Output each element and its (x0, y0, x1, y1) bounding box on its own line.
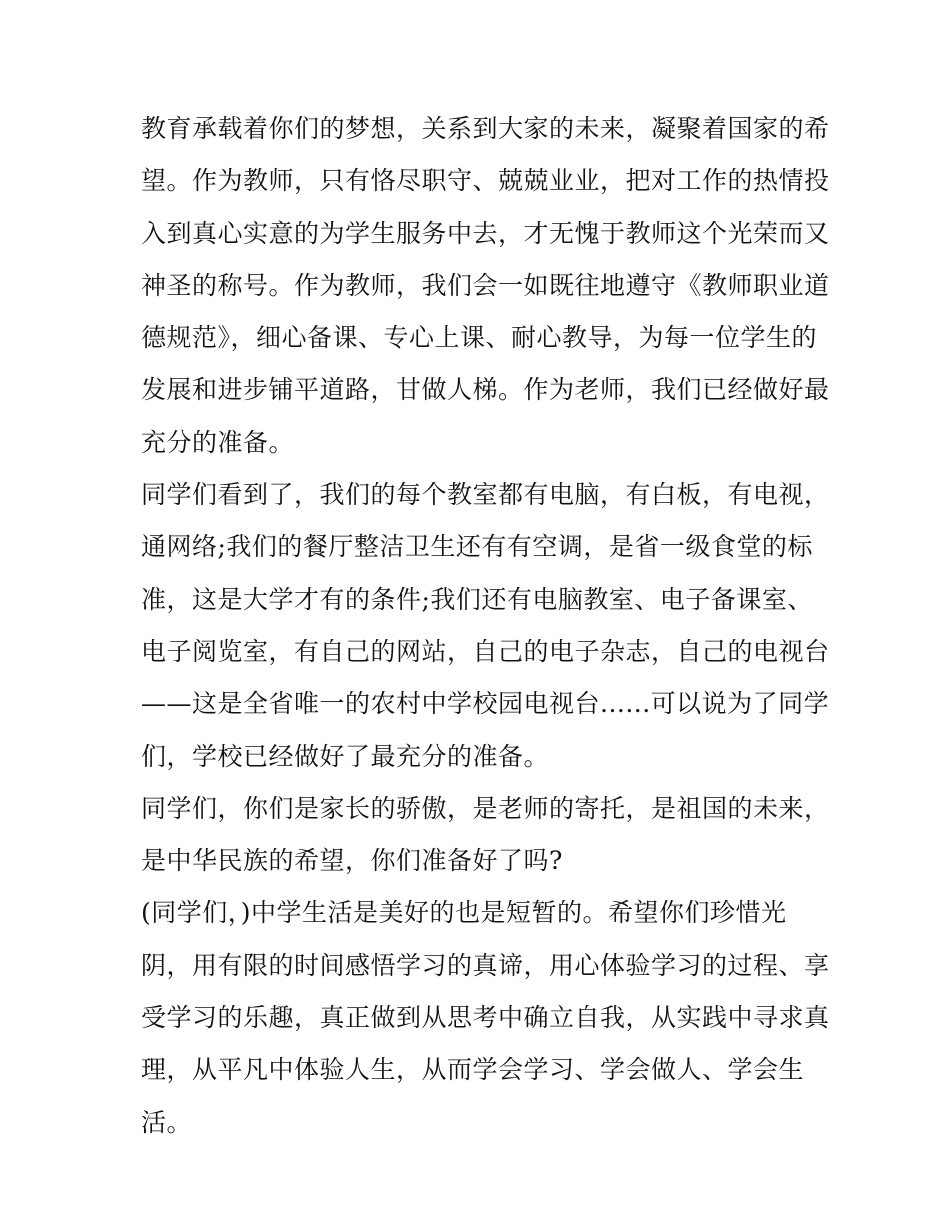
text-line: 同学们，你们是家长的骄傲，是老师的寄托，是祖国的未来， (141, 793, 830, 823)
text-line: 活。 (141, 1107, 193, 1137)
text-line: 发展和进步铺平道路，甘做人梯。作为老师，我们已经做好最 (141, 375, 830, 405)
text-line: 德规范》，细心备课、专心上课、耐心教导，为每一位学生的 (141, 323, 818, 353)
paragraph-3 (141, 783, 830, 888)
text-line: 电子阅览室，有自己的网站，自己的电子杂志，自己的电视台 (141, 636, 830, 666)
text-line: 理，从平凡中体验人生，从而学会学习、学会做人、学会生 (141, 1055, 805, 1085)
text-line: 阴，用有限的时间感悟学习的真谛，用心体验学习的过程、享 (141, 950, 830, 980)
text-line: 同学们看到了，我们的每个教室都有电脑，有白板，有电视， (141, 480, 830, 510)
text-line: 受学习的乐趣，真正做到从思考中确立自我，从实践中寻求真 (141, 1003, 830, 1033)
text-line: 是中华民族的希望，你们准备好了吗? (141, 846, 563, 876)
paragraph-4 (141, 887, 830, 1148)
text-line: 望。作为教师，只有恪尽职守、兢兢业业，把对工作的热情投 (141, 166, 830, 196)
paragraph-1 (141, 103, 830, 469)
document-body (141, 103, 830, 1149)
paragraph-2 (141, 469, 830, 783)
text-line: 们，学校已经做好了最充分的准备。 (141, 741, 550, 771)
text-line: ——这是全省唯一的农村中学校园电视台......可以说为了同学 (141, 689, 830, 719)
text-line: (同学们，)中学生活是美好的也是短暂的。希望你们珍惜光 (141, 898, 787, 928)
text-line: 教育承载着你们的梦想，关系到大家的未来，凝聚着国家的希 (141, 114, 830, 143)
text-line: 神圣的称号。作为教师，我们会一如既往地遵守《教师职业道 (141, 270, 830, 300)
text-line: 准，这是大学才有的条件;我们还有电脑教室、电子备课室、 (141, 584, 813, 614)
text-line: 入到真心实意的为学生服务中去，才无愧于教师这个光荣而又 (141, 218, 830, 248)
text-line: 通网络;我们的餐厅整洁卫生还有有空调，是省一级食堂的标 (141, 532, 813, 562)
text-line: 充分的准备。 (141, 427, 295, 457)
